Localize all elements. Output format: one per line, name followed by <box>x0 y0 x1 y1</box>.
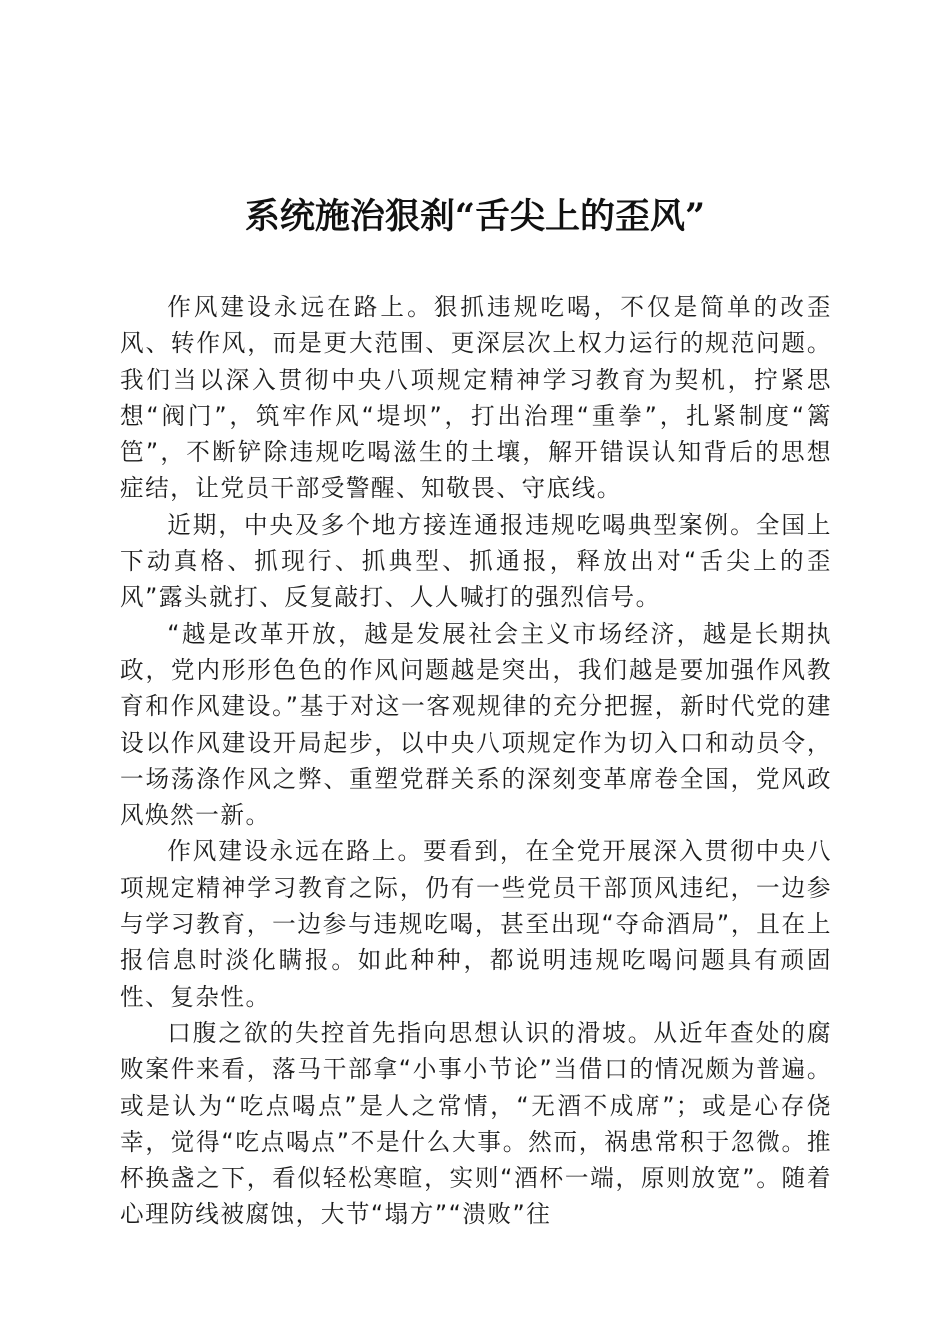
paragraph: “越是改革开放，越是发展社会主义市场经济，越是长期执政，党内形形色色的作风问题越是突出，我们越是要加强作风教育和作风建设。”基于对这一客观规律的充分把握，新时代党的建设以作风建设开局起步，以中央八项规定作为切入口和动员令，一场荡涤作风之弊、重塑党群关系的深刻变革席卷全国，党风政风焕然一新。 <box>120 619 832 830</box>
paragraph: 近期，中央及多个地方接连通报违规吃喝典型案例。全国上下动真格、抓现行、抓典型、抓通报，释放出对“舌尖上的歪风”露头就打、反复敲打、人人喊打的强烈信号。 <box>120 510 832 612</box>
document-body <box>120 289 832 1233</box>
paragraph: 作风建设永远在路上。要看到，在全党开展深入贯彻中央八项规定精神学习教育之际，仍有一些党员干部顶风违纪，一边参与学习教育，一边参与违规吃喝，甚至出现“夺命酒局”，且在上报信息时淡化瞒报。如此种种，都说明违规吃喝问题具有顽固性、复杂性。 <box>120 837 832 1011</box>
paragraph: 作风建设永远在路上。狠抓违规吃喝，不仅是简单的改歪风、转作风，而是更大范围、更深层次上权力运行的规范问题。我们当以深入贯彻中央八项规定精神学习教育为契机，拧紧思想“阀门”，筑牢作风“堤坝”，打出治理“重拳”，扎紧制度“篱笆”，不断铲除违规吃喝滋生的土壤，解开错误认知背后的思想症结，让党员干部受警醒、知敬畏、守底线。 <box>120 293 832 503</box>
document-title: 系统施治狠刹“舌尖上的歪风” <box>244 196 706 238</box>
paragraph: 口腹之欲的失控首先指向思想认识的滑坡。从近年查处的腐败案件来看，落马干部拿“小事小节论”当借口的情况颇为普遍。或是认为“吃点喝点”是人之常情，“无酒不成席”；或是心存侥幸，觉得“吃点喝点”不是什么大事。然而，祸患常积于忽微。推杯换盏之下，看似轻松寒暄，实则“酒杯一端，原则放宽”。随着心理防线被腐蚀，大节“塌方”“溃败”往 <box>120 1018 832 1229</box>
